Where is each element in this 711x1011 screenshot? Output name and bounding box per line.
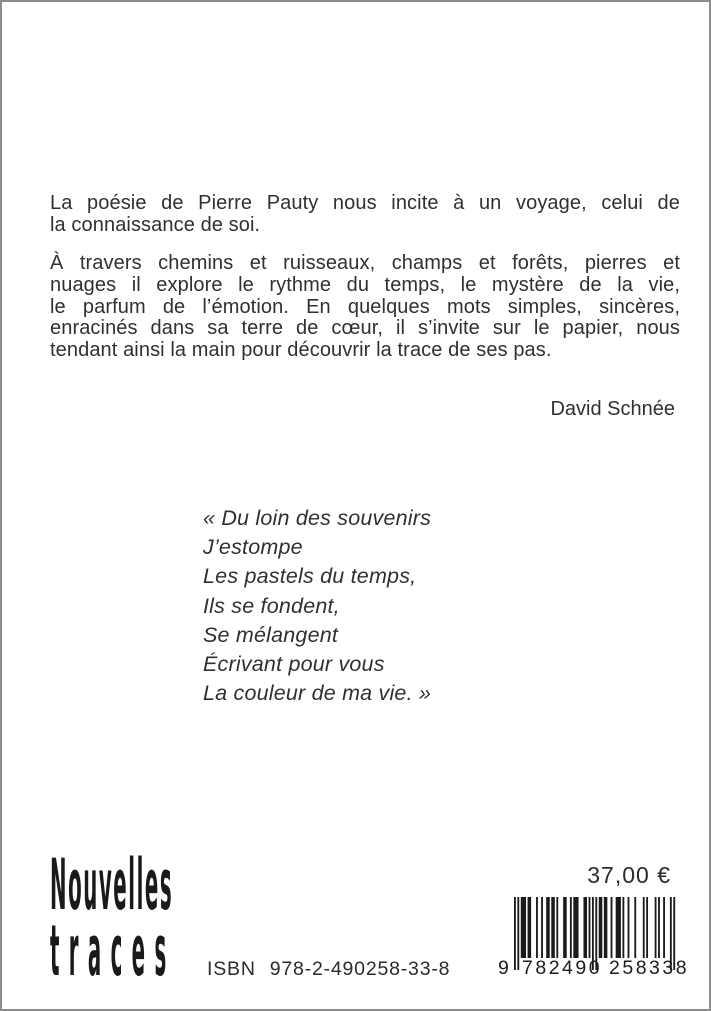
blurb-paragraph-2 (50, 253, 680, 362)
blurb-line: la connaissance de soi. (50, 213, 261, 236)
blurb-line: le parfum de l’émotion. En quelques mots simples, sincères, (50, 295, 680, 318)
blurb-paragraph-1 (50, 193, 680, 237)
price-label: 37,00 € (587, 862, 671, 888)
poem-line: La couleur de ma vie. » (203, 681, 432, 706)
blurb-line: enracinés dans sa terre de cœur, il s’invite sur le papier, nous (50, 317, 680, 340)
poem-line: Les pastels du temps, (203, 564, 417, 589)
publisher-logo-word-1: Nouvelles (50, 844, 174, 926)
blurb-line: nuages il explore le rythme du temps, le mystère de la vie, (50, 273, 680, 296)
publisher-logo (50, 844, 190, 992)
poem-line: « Du loin des souvenirs (203, 506, 432, 530)
isbn-line (207, 958, 450, 981)
poem-line: J’estompe (203, 535, 303, 560)
blurb-line: tendant ainsi la main pour découvrir la trace de ses pas. (50, 339, 552, 362)
isbn-number: 978-2-490258-33-8 (269, 958, 451, 980)
barcode-digit-group-2: 258338 (609, 957, 690, 979)
poem-line: Se mélangent (203, 622, 339, 647)
isbn-label: ISBN (207, 958, 256, 980)
poem-line: Ils se fondent, (203, 593, 340, 618)
barcode-digits (498, 957, 690, 979)
publisher-logo-word-2: traces (50, 910, 176, 992)
blurb-line: La poésie de Pierre Pauty nous incite à un voyage, celui de (50, 192, 680, 214)
barcode-digit-group-1: 782490 (522, 957, 603, 979)
blurb-line: À travers chemins et ruisseaux, champs et forêts, pierres et (50, 252, 680, 274)
poem-line: Écrivant pour vous (203, 652, 385, 677)
barcode-digit-lead: 9 (498, 957, 509, 979)
poem-excerpt (203, 504, 431, 708)
ean-barcode (498, 897, 690, 979)
blurb-attribution: David Schnée (550, 398, 675, 420)
